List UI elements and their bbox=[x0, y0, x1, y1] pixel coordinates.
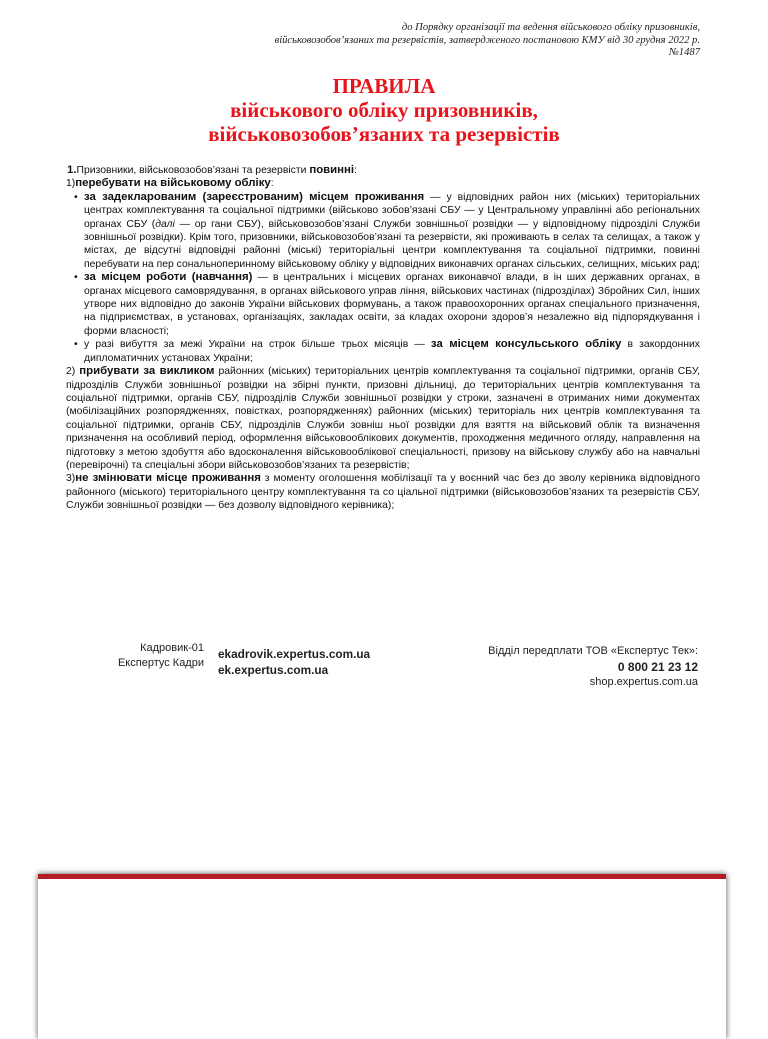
document-title bbox=[0, 74, 768, 146]
section-1-bold: повинні bbox=[309, 164, 355, 176]
title-line2: військового обліку призовників, bbox=[230, 98, 538, 122]
footer-subscription bbox=[408, 644, 698, 691]
item-number: 3) bbox=[66, 473, 76, 485]
bullet-1-bold: за задекларованим (зареєстрованим) місцем проживання bbox=[84, 190, 425, 203]
bullet-3-pre: у разі вибуття за межі України на строк більше трьох місяців — bbox=[84, 339, 431, 351]
footer-link-ek[interactable]: ek.expertus.com.ua bbox=[218, 662, 329, 677]
list-item bbox=[84, 271, 700, 338]
item-3-bold: не змінювати місце проживання bbox=[75, 472, 261, 485]
item-1 bbox=[54, 177, 700, 190]
bullet-3-post: в закордонних дипломатичних установах України; bbox=[84, 339, 700, 364]
next-page-preview bbox=[38, 874, 726, 1039]
header-note-line3: №1487 bbox=[668, 47, 700, 59]
header-note-line2: військовозобов’язаних та резервістів, затвердженого постановою КМУ від 30 грудня 2022 р. bbox=[274, 34, 700, 46]
item-number: 2) bbox=[66, 366, 76, 378]
item-1-bold: перебувати на військовому обліку bbox=[75, 177, 271, 190]
title-line3: військовозобов’язаних та резервістів bbox=[208, 122, 560, 146]
bullet-1-text-b: — ор гани СБУ), військовозобов’язані Служби зовнішньої розвідки — у відповідному підрозділі Служби зовнішньої розвідки). Крім того, призовники, військовозобов’язані та резервісти, які проживають в селах та селищах, а також у містах, де відсутні відповідні районні (міські) територіальні центри комплектування та соціальної підтримки, повинні перебувати на пер сональноперинному військовому обліку у відповідних виконавчих органах сільських, селищних, міських рад; bbox=[84, 218, 700, 270]
header-note-line1: до Порядку організації та ведення військового обліку призовників, bbox=[401, 22, 700, 33]
list-item bbox=[84, 191, 700, 271]
footer-link-ekadrovik[interactable]: ekadrovik.expertus.com.ua bbox=[218, 647, 371, 661]
item-3-text: з моменту оголошення мобілізації та у воєнний час без до зволу керівника відповідного районного (міського) територіального центру комплектування та со ціальної підтримки (військовозобов’язаних та резервістів СБУ, Служби зовнішньої розвідки — без дозволу відповідного керівника); bbox=[66, 473, 700, 512]
item-3 bbox=[54, 472, 700, 512]
bullet-1-text-a: — у відповідних район них (міських) територіальних центрах комплектування та соціальної підтримки (військово зобов’язані СБУ — у Центральному управлінні або регіональних органах СБУ ( bbox=[84, 191, 700, 230]
bullet-1-italic: далі bbox=[155, 218, 175, 230]
item-2 bbox=[54, 365, 700, 472]
footer-brand-line1: Кадровик-01 bbox=[140, 642, 204, 654]
item-number: 1) bbox=[66, 178, 76, 190]
footer-brand-line2: Експертус Кадри bbox=[117, 656, 204, 669]
bullet-3-bold: за місцем консульського обліку bbox=[430, 338, 622, 351]
footer-links bbox=[218, 647, 370, 678]
item-2-text: районних (міських) територіальних центрів комплектування та соціальної підтримки, органів СБУ, підрозділів Служби зовнішньої розвідки на збірні пункти, призовні дільниці, до територіальних центрів комплектування та соціальної підтримки, органів СБУ, підрозділів Служби зовнішньої розвідки у строки, зазначені в отриманих ними документах (мобілізаційних розпорядженнях, повістках, розпорядженнях) районних (міських) територіаль них центрів комплектування та соціальної підтримки, органів СБУ, підрозділів Служби зовніш ньої розвідки для взяття на військовий облік та визначення призначення на особливий період, оформлення військовооблікових документів, проходження медичного огляду, направлення на підготовку з метою здобуття або вдосконалення військовооблікової спеціальності, призову на військову службу або на навчальні (перевірочні) та спеціальні збори військовозобов’язаних та резервістів; bbox=[66, 366, 700, 471]
item-1-bullets bbox=[54, 191, 700, 365]
footer-brand bbox=[110, 641, 204, 670]
subscription-label: Відділ передплати ТОВ «Експертус Тек»: bbox=[488, 645, 698, 657]
item-2-bold: прибувати за викликом bbox=[79, 365, 215, 378]
header-note bbox=[200, 22, 700, 60]
title-line1: ПРАВИЛА bbox=[332, 74, 436, 98]
section-1-heading bbox=[54, 164, 700, 177]
document-body bbox=[54, 164, 700, 513]
bullet-2-bold: за місцем роботи (навчання) bbox=[84, 271, 253, 284]
section-1-colon: : bbox=[354, 165, 357, 176]
item-1-colon: : bbox=[270, 178, 274, 190]
subscription-phone: 0 800 21 23 12 bbox=[617, 659, 698, 674]
shop-link[interactable]: shop.expertus.com.ua bbox=[589, 676, 698, 688]
section-number: 1. bbox=[67, 164, 77, 176]
bullet-2-text: — в центральних і місцевих органах виконавчої влади, в ін ших державних органах, в органах місцевого самоврядування, в органах військового управ ління, військових частинах (підрозділах) Збройних Сил, інших утворе них відповідно до законів України військових формувань, а також правоохоронних органах спеціального призначення, на підприємствах, в установах, організаціях, закладах освіти, за кладах охорони здоров’я незалежно від підпорядкування і форми власності; bbox=[84, 272, 700, 337]
list-item bbox=[84, 338, 700, 365]
section-1-text: Призовники, військовозобов’язані та резервісти bbox=[76, 165, 310, 176]
